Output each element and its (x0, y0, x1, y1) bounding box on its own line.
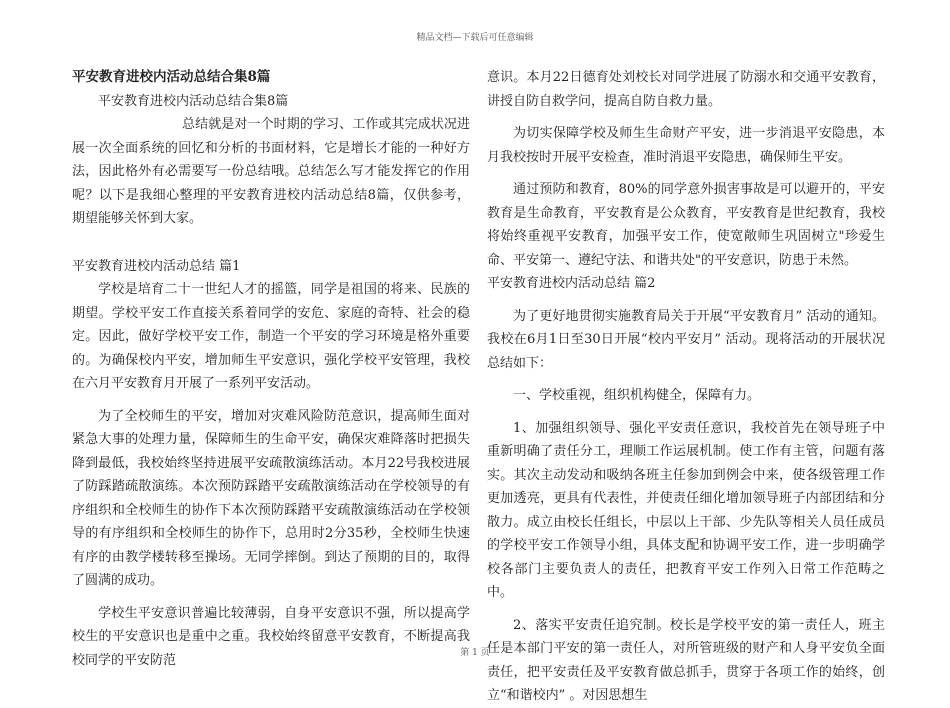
right-column (487, 66, 885, 708)
document-title: 平安教育进校内活动总结合集8篇 (72, 69, 271, 85)
page-footer: 第 1 页 (460, 648, 490, 658)
left-column (72, 66, 470, 672)
paragraph: 为了全校师生的平安，增加对灾难风险防范意识，提高师生面对紧急大事的处理力量，保障师生的生命平安，确保灾难降落时把损失降到最低，我校始终坚持进展平安疏散演练活动。本月22号我校进展了防踩踏疏散演练。本次预防踩踏平安疏散演练活动在学校领导的有序组织和全校师生的协作下本次预防踩踏平安疏散演练活动在学校领导的有序组织和全校师生的协作下，总用时2分35秒，全校师生快速有序的由教学楼转移至操场。无同学摔倒。到达了预期的目的，取得了圆满的成功。 (72, 408, 470, 588)
document-subtitle: 平安教育进校内活动总结合集8篇 (98, 93, 289, 109)
paragraph-continued: 意识。本月22日德育处刘校长对同学进展了防溺水和交通平安教育，讲授自防自救学问，提高自防自救力量。 (487, 70, 885, 109)
paragraph: 为切实保障学校及师生生命财产平安，进一步消退平安隐患，本月我校按时开展平安检查，准时消退平安隐患，确保师生平安。 (487, 126, 885, 165)
paragraph: 为了更好地贯彻实施教育局关于开展“平安教育月” 活动的通知。我校在6月1日至30日开展“校内平安月” 活动。现将活动的开展状况总结如下： (487, 308, 885, 371)
paragraph: 学校是培育二十一世纪人才的摇篮，同学是祖国的将来、民族的期望。学校平安工作直接关系着同学的安危、家庭的奇特、社会的稳定。因此，做好学校平安工作，制造一个平安的学习环境是格外重要的。为确保校内平安，增加师生平安意识，强化学校平安管理，我校在六月平安教育月开展了一系列平安活动。 (72, 282, 470, 391)
page-header: 精品文档—下载后可任意编辑 (416, 33, 534, 43)
paragraph: 通过预防和教育，80%的同学意外损害事故是可以避开的，平安教育是生命教育，平安教育是公众教育，平安教育是世纪教育，我校将始终重视平安教育，加强平安工作，使宽敞师生巩固树立"珍爱生命、平安第一、遵纪守法、和谐共处"的平安意识，防患于未然。 (487, 182, 885, 268)
section-1-title: 平安教育进校内活动总结 篇1 (72, 258, 241, 274)
paragraph: 一、学校重视，组织机构健全，保障有力。 (513, 388, 761, 403)
section-2-title: 平安教育进校内活动总结 篇2 (487, 276, 656, 291)
intro-paragraph: 总结就是对一个时期的学习、工作或其完成状况进展一次全面系统的回忆和分析的书面材料，它是增长才能的一种好方法，因此格外有必需要写一份总结哦。总结怎么写才能发挥它的作用呢？以下是我细心整理的平安教育进校内活动总结8篇，仅供参考，期望能够关怀到大家。 (72, 117, 470, 226)
paragraph: 1、加强组织领导、强化平安责任意识，我校首先在领导班子中重新明确了责任分工，理顺工作运展机制。使工作有主管，问题有落实。其次主动发动和吸纳各班主任参加到例会中来，使各级管理工作更加透亮，更具有代表性，并使责任细化增加领导班子内部团结和分散力。成立由校长任组长，中层以上干部、少先队等相关人员任成员的学校平安工作领导小组，具体支配和协调平安工作，进一步明确学校各部门主要负责人的责任，把教育平安工作列入日常工作范畴之中。 (487, 420, 885, 600)
paragraph: 2、落实平安责任追究制。校长是学校平安的第一责任人，班主任是本部门平安的第一责任人，对所管班级的财产和人身平安负全面责任，把平安责任及平安教育做总抓手，贯穿于各项工作的始终，创立“和谐校内” 。对因思想生 (487, 617, 885, 703)
paragraph: 学校生平安意识普遍比较薄弱，自身平安意识不强，所以提高学校生的平安意识也是重中之重。我校始终留意平安教育，不断提高我校同学的平安防范 (72, 605, 470, 668)
